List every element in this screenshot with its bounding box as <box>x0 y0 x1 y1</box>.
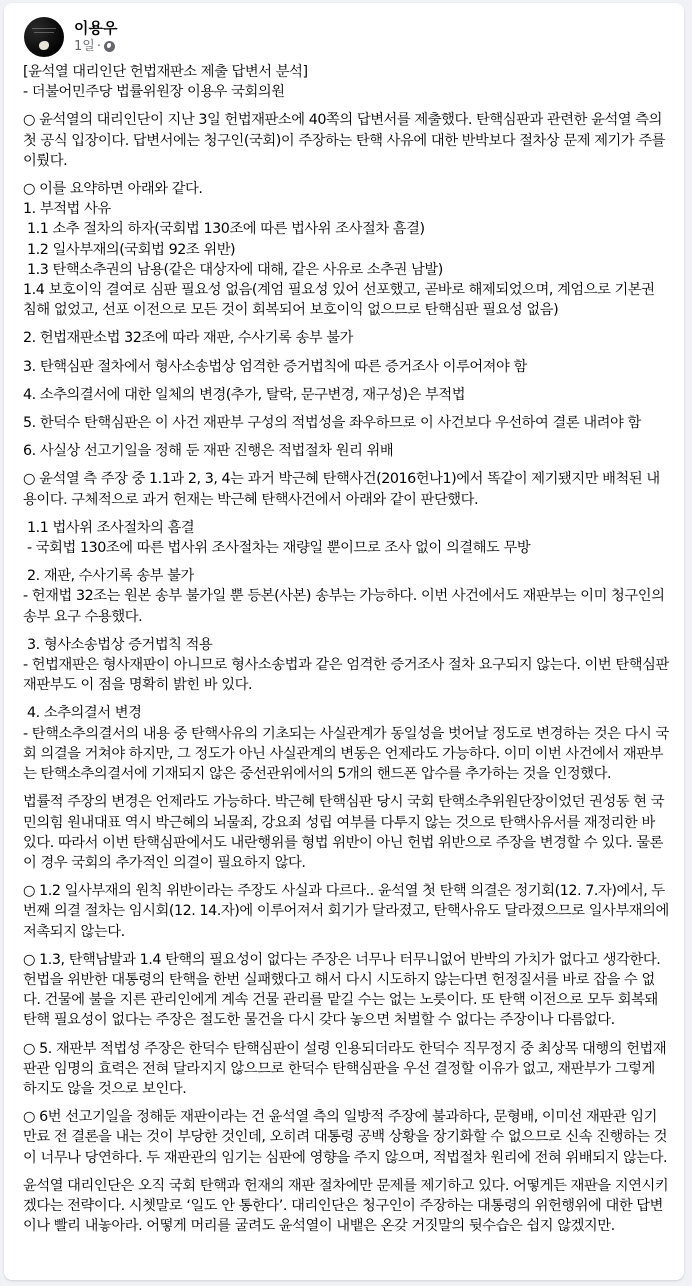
post-title: [윤석열 대리인단 헌법재판소 제출 답변서 분석] <box>23 64 308 80</box>
conclusion-paragraph: 윤석열 대리인단은 오직 국회 탄핵과 헌재의 재판 절차에만 문제를 제기하고 있다. 어떻게든 재판을 지연시키겠다는 전략이다. 시쳇말로 ‘일도 안 통한다’. 대리인단은 청구인이 주장하는 대통령의 위헌행위에 대한 답변이나 빨리 내놓아라. 어떻게 머리를 굴려도 윤석열이 내뱉은 온갖 거짓말의 뒷수습은 쉽지 않겠지만. <box>23 1177 669 1235</box>
precedent-2-title: 2. 재판, 수사기록 송부 불가 <box>27 568 194 585</box>
post-body <box>23 62 671 1244</box>
post-subline <box>74 38 117 55</box>
summary-item-1: 1. 부적법 사유 <box>23 201 111 218</box>
summary-item-3: 3. 탄핵심판 절차에서 형사소송법상 엄격한 증거법칙에 따른 증거조사 이루어져야 함 <box>23 358 527 375</box>
post-header <box>24 17 117 57</box>
summary-lead: ○ 이를 요약하면 아래와 같다. <box>23 181 203 198</box>
summary-item-6: 6. 사실상 선고기일을 정해 둔 재판 진행은 적법절차 원리 위배 <box>23 443 394 460</box>
summary-item-1-4: 1.4 보호이익 결여로 심판 필요성 없음(계엄 필요성 있어 선포했고, 곧바로 해제되었으며, 계엄으로 기본권 침해 없었고, 선포 이전으로 모든 것이 회복되어 보호이익 없으므로 탄핵심판 필요성 없음) <box>23 282 655 319</box>
summary-item-5: 5. 한덕수 탄핵심판은 이 사건 재판부 구성의 적법성을 좌우하므로 이 사건보다 우선하여 결론 내려야 함 <box>23 415 641 432</box>
post-meta <box>74 19 117 55</box>
summary-item-1-1: 1.1 소추 절차의 하자(국회법 130조에 따른 법사위 조사절차 흠결) <box>27 221 425 238</box>
rebuttal-6: ○ 6번 선고기일을 정해둔 재판이라는 건 윤석열 측의 일방적 주장에 불과하다, 문형배, 이미선 재판관 임기 만료 전 결론을 내는 것이 부당한 것인데, 오히려 대통령 공백 상황을 장기화할 수 없으므로 신속 진행하는 것이 너무나 당연하다. 두 재판관의 임기는 심판에 영향을 주지 않으며, 적법절차 원리에 전혀 위배되지 않는다. <box>23 1109 668 1166</box>
separator: · <box>96 39 101 54</box>
legal-change-paragraph: 법률적 주장의 변경은 언제라도 가능하다. 박근혜 탄핵심판 당시 국회 탄핵소추위원단장이었던 권성동 현 국민의힘 원내대표 역시 박근혜의 뇌물죄, 강요죄 성립 여부를 다투지 않는 것으로 탄핵사유서를 재정리한 바 있다. 따라서 이번 탄핵심판에서도 내란행위를 형법 위반이 아닌 헌법 위반으로 주장을 변경할 수 있다. 물론 이 경우 국회의 추가적인 의결이 필요하지 않다. <box>23 794 665 871</box>
precedent-lead: ○ 윤석열 측 주장 중 1.1과 2, 3, 4는 과거 박근혜 탄핵사건(2016헌나1)에서 똑같이 제기됐지만 배척된 내용이다. 구체적으로 과거 헌재는 박근혜 탄핵사건에서 아래와 같이 판단했다. <box>23 471 660 508</box>
rebuttal-1-2: ○ 1.2 일사부재의 원칙 위반이라는 주장도 사실과 다르다.. 윤석열 첫 탄핵 의결은 정기회(12. 7.자)에서, 두 번째 의결 절차는 임시회(12. 14.자)에 이루어져서 회기가 달라졌고, 탄핵사유도 달라졌으므로 일사부재의에 저촉되지 않는다. <box>23 883 669 940</box>
rebuttal-5: ○ 5. 재판부 적법성 주장은 한덕수 탄핵심판이 설령 인용되더라도 한덕수 직무정지 중 최상목 대행의 헌법재판관 임명의 효력은 전혀 달라지지 않으므로 한덕수 탄핵심판을 우선 결정할 이유가 없고, 재판부가 그렇게 하지도 않을 것으로 보인다. <box>23 1040 667 1097</box>
summary-item-4: 4. 소추의결서에 대한 일체의 변경(추가, 탈락, 문구변경, 재구성)은 부적법 <box>23 386 466 403</box>
post-time[interactable]: 1일 <box>74 39 95 54</box>
precedent-3-text: - 헌법재판은 형사재판이 아니므로 형사소송법과 같은 엄격한 증거조사 절차 요구되지 않는다. 이번 탄핵심판 재판부도 이 점을 명확히 밝힌 바 있다. <box>23 657 669 694</box>
summary-item-1-2: 1.2 일사부재의(국회법 92조 위반) <box>27 241 236 258</box>
post-card <box>4 3 684 1280</box>
precedent-1-text: - 국회법 130조에 따른 법사위 조사절차는 재량일 뿐이므로 조사 없이 의결해도 무방 <box>27 540 531 557</box>
summary-item-2: 2. 헌법재판소법 32조에 따라 재판, 수사기록 송부 불가 <box>23 330 354 347</box>
avatar[interactable] <box>24 17 64 57</box>
intro-paragraph: ○ 윤석열의 대리인단이 지난 3일 헌법재판소에 40쪽의 답변서를 제출했다. 탄핵심판과 관련한 윤석열 측의 첫 공식 입장이다. 답변서에는 청구인(국회)이 주장하는 탄핵 사유에 대한 반박보다 절차상 문제 제기가 주를 이뤘다. <box>23 112 666 169</box>
summary-item-1-3: 1.3 탄핵소추권의 남용(같은 대상자에 대해, 같은 사유로 소추권 남발) <box>27 261 443 278</box>
post-byline: - 더불어민주당 법률위원장 이용우 국회의원 <box>23 84 285 101</box>
precedent-2-text: - 헌재법 32조는 원본 송부 불가일 뿐 등본(사본) 송부는 가능하다. 이번 사건에서도 재판부는 이미 청구인의 송부 요구 수용했다. <box>23 588 665 625</box>
precedent-4-text: - 탄핵소추의결서의 내용 중 탄핵사유의 기초되는 사실관계가 동일성을 벗어날 정도로 변경하는 것은 다시 국회 의결을 거쳐야 하지만, 그 정도가 아닌 사실관계의 변동은 언제라도 가능하다. 이미 이번 사건에서 재판부는 탄핵소추의결서에 기재되지 않은 중선관위에서의 5개의 핸드폰 압수를 추가하는 것을 인정했다. <box>23 725 669 783</box>
globe-icon[interactable] <box>104 41 115 52</box>
rebuttal-1-3: ○ 1.3, 탄핵남발과 1.4 탄핵의 필요성이 없다는 주장은 너무나 터무니없어 반박의 가치가 없다고 생각한다. 헌법을 위반한 대통령의 탄핵을 한번 실패했다고 해서 다시 시도하지 않는다면 헌정질서를 바로 잡을 수 없다. 건물에 불을 지른 관리인에게 계속 건물 관리를 맡길 수는 없는 노릇이다. 또 탄핵 이전으로 모두 회복돼 탄핵 필요성이 없다는 주장은 절도한 물건을 다시 갖다 놓으면 처벌할 수 없다는 주장이나 다름없다. <box>23 951 661 1029</box>
precedent-3-title: 3. 형사소송법상 증거법칙 적용 <box>27 636 213 653</box>
precedent-4-title: 4. 소추의결서 변경 <box>27 705 142 722</box>
author-name[interactable]: 이용우 <box>74 19 118 37</box>
precedent-1-title: 1.1 법사위 조사절차의 흠결 <box>27 519 195 536</box>
